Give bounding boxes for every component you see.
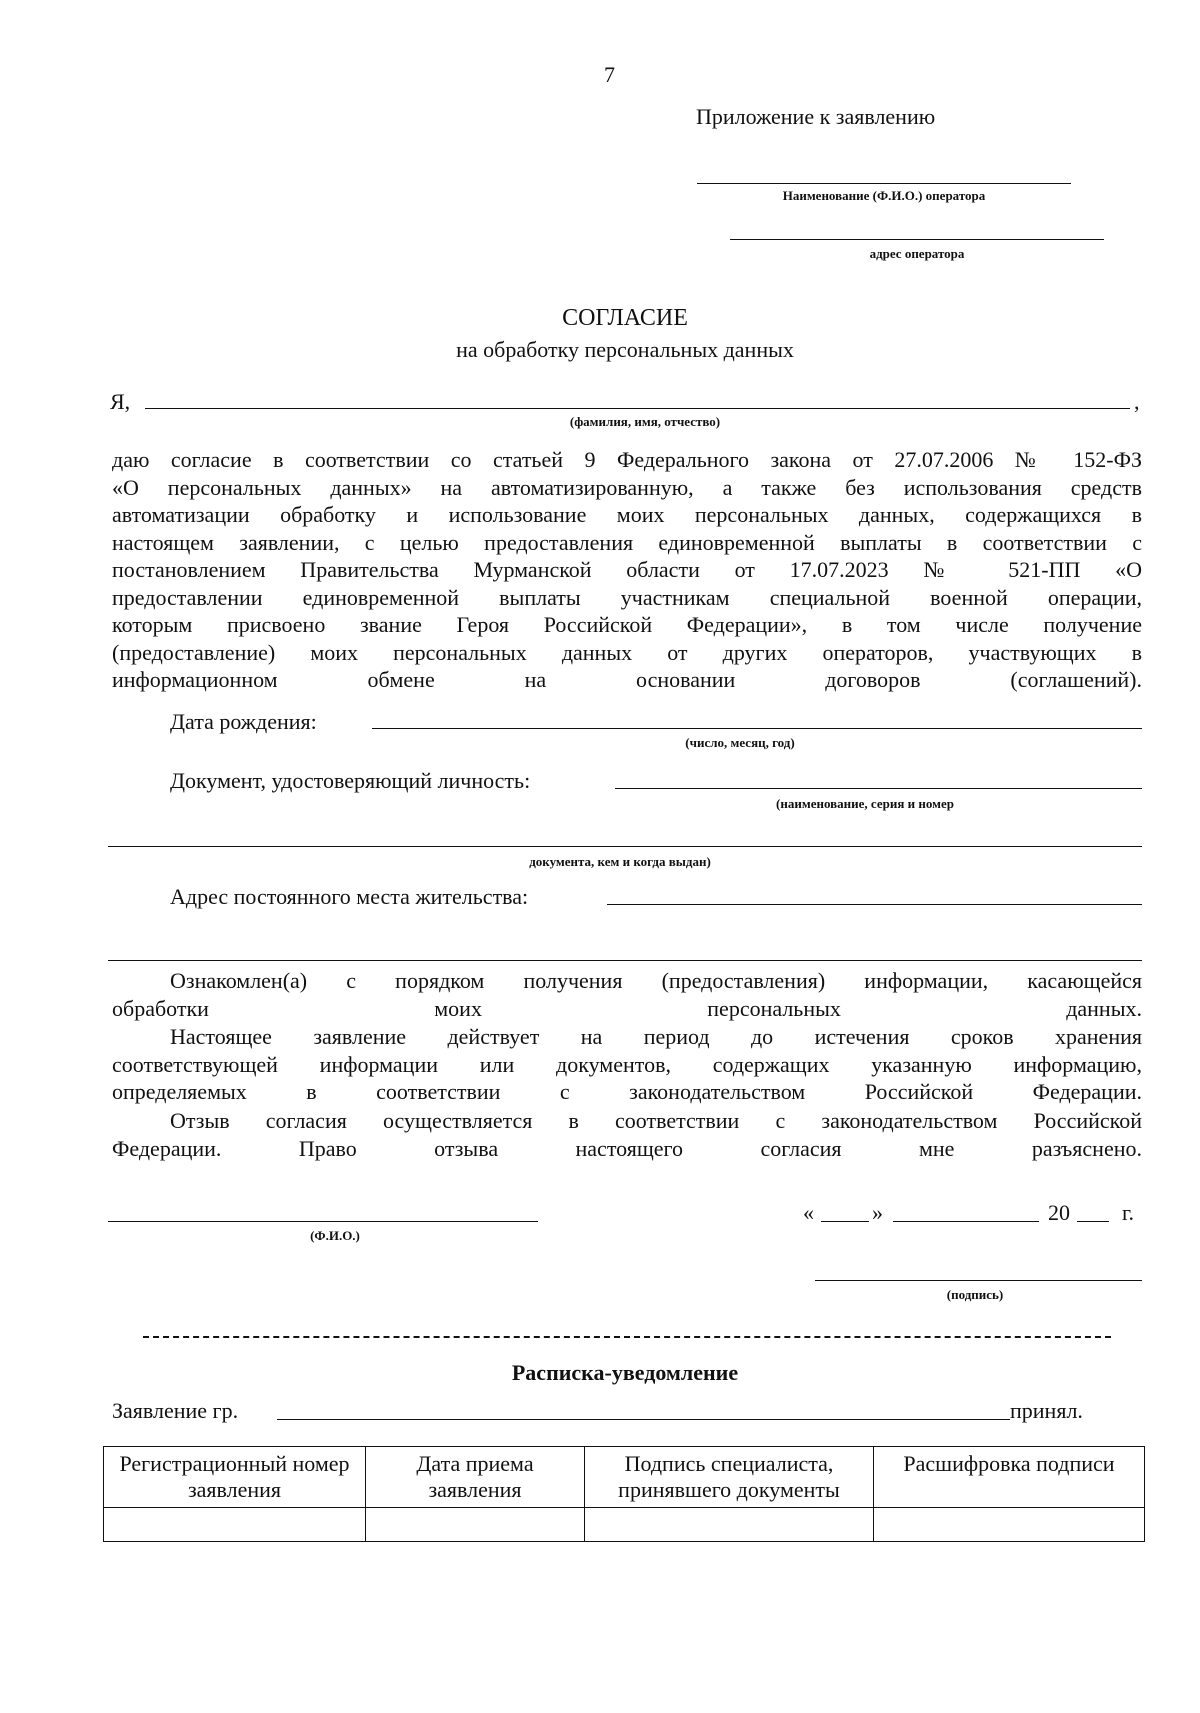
intro-prefix: Я, [110,389,131,414]
id-document-line-2 [108,846,1142,847]
consent-line: (предоставление) моих персональных данных от других операторов, участвующих в [112,639,1142,665]
id-document-line [615,788,1142,789]
acknowledgement-paragraph [112,967,1142,1022]
receipt-table-row [104,1508,1145,1542]
signature-line [815,1280,1142,1281]
id-document-caption-1: (наименование, серия и номер [776,796,954,811]
operator-name-caption: Наименование (Ф.И.О.) оператора [782,188,986,203]
address-label: Адрес постоянного места жительства: [170,884,529,909]
validity-line: определяемых в соответствии с законодательством Российской Федерации. [112,1079,1142,1104]
date-month-line [893,1221,1039,1222]
column-header-registration-number: Регистрационный номер заявления [104,1447,366,1508]
acknowledgement-line: обработки моих персональных данных. [112,995,1142,1021]
full-name-line [145,408,1130,409]
signature-caption: (подпись) [946,1287,1004,1302]
cut-line [143,1336,1111,1338]
consent-paragraph [112,446,1142,694]
date-open-quote: « [803,1200,814,1225]
birth-date-label: Дата рождения: [170,709,317,734]
id-document-label: Документ, удостоверяющий личность: [170,768,531,793]
document-title: СОГЛАСИЕ [562,305,688,331]
consent-line: настоящем заявлении, с целью предоставления единовременной выплаты в соответствии с [112,529,1142,555]
consent-line: информационном обмене на основании договоров (соглашений). [112,667,1142,692]
birth-date-caption: (число, месяц, год) [685,735,795,750]
appendix-heading: Приложение к заявлению [696,104,936,129]
intro-suffix: , [1134,389,1140,414]
receipt-statement-suffix: принял. [1010,1398,1083,1423]
full-name-caption: (фамилия, имя, отчество) [569,414,721,429]
acceptance-date-cell[interactable] [366,1508,585,1542]
operator-address-line [730,239,1104,240]
column-header-specialist-signature: Подпись специалиста, принявшего документы [585,1447,874,1508]
fio-line [108,1221,538,1222]
birth-date-line [372,728,1142,729]
consent-line: которым присвоено звание Героя Российской Федерации», в том числе получение [112,612,1142,637]
date-year-line [1077,1221,1109,1222]
acknowledgement-line: Ознакомлен(а) с порядком получения (предоставления) информации, касающейся [170,968,1142,993]
consent-line: «О персональных данных» на автоматизированную, а также без использования средств [112,474,1142,500]
date-day-line [821,1221,869,1222]
address-line-2 [108,960,1142,961]
registration-number-cell[interactable] [104,1508,366,1542]
document-subtitle: на обработку персональных данных [456,337,794,362]
date-year-suffix: г. [1122,1200,1135,1225]
receipt-name-line [277,1419,1010,1420]
signature-decoding-cell[interactable] [874,1508,1145,1542]
consent-line: предоставлении единовременной выплаты участникам специальной военной операции, [112,584,1142,610]
consent-line: даю согласие в соответствии со статьей 9 Федерального закона от 27.07.2006 № 152-ФЗ [112,447,1142,472]
revocation-line: Отзыв согласия осуществляется в соответствии с законодательством Российской [170,1108,1142,1133]
date-close-quote: » [872,1200,883,1225]
receipt-table-header [104,1447,1145,1508]
validity-line: Настоящее заявление действует на период до истечения сроков хранения [170,1024,1142,1049]
operator-address-caption: адрес оператора [869,246,965,261]
date-year-prefix: 20 [1048,1200,1070,1225]
column-header-signature-decoding: Расшифровка подписи [874,1447,1145,1508]
validity-paragraph [112,1023,1142,1106]
column-header-acceptance-date: Дата приема заявления [366,1447,585,1508]
receipt-title: Расписка-уведомление [511,1360,739,1385]
receipt-statement-prefix: Заявление гр. [112,1398,239,1423]
consent-line: автоматизации обработку и использование моих персональных данных, содержащихся в [112,502,1142,527]
address-line [607,904,1142,905]
operator-name-line [697,183,1071,184]
revocation-paragraph [112,1107,1142,1162]
fio-caption: (Ф.И.О.) [310,1228,360,1243]
id-document-caption-2: документа, кем и когда выдан) [529,854,711,869]
specialist-signature-cell[interactable] [585,1508,874,1542]
page-number: 7 [604,62,615,87]
revocation-line: Федерации. Право отзыва настоящего согласия мне разъяснено. [112,1135,1142,1161]
consent-line: постановлением Правительства Мурманской области от 17.07.2023 № 521-ПП «О [112,557,1142,582]
receipt-table [103,1446,1145,1542]
validity-line: соответствующей информации или документов, содержащих указанную информацию, [112,1051,1142,1077]
